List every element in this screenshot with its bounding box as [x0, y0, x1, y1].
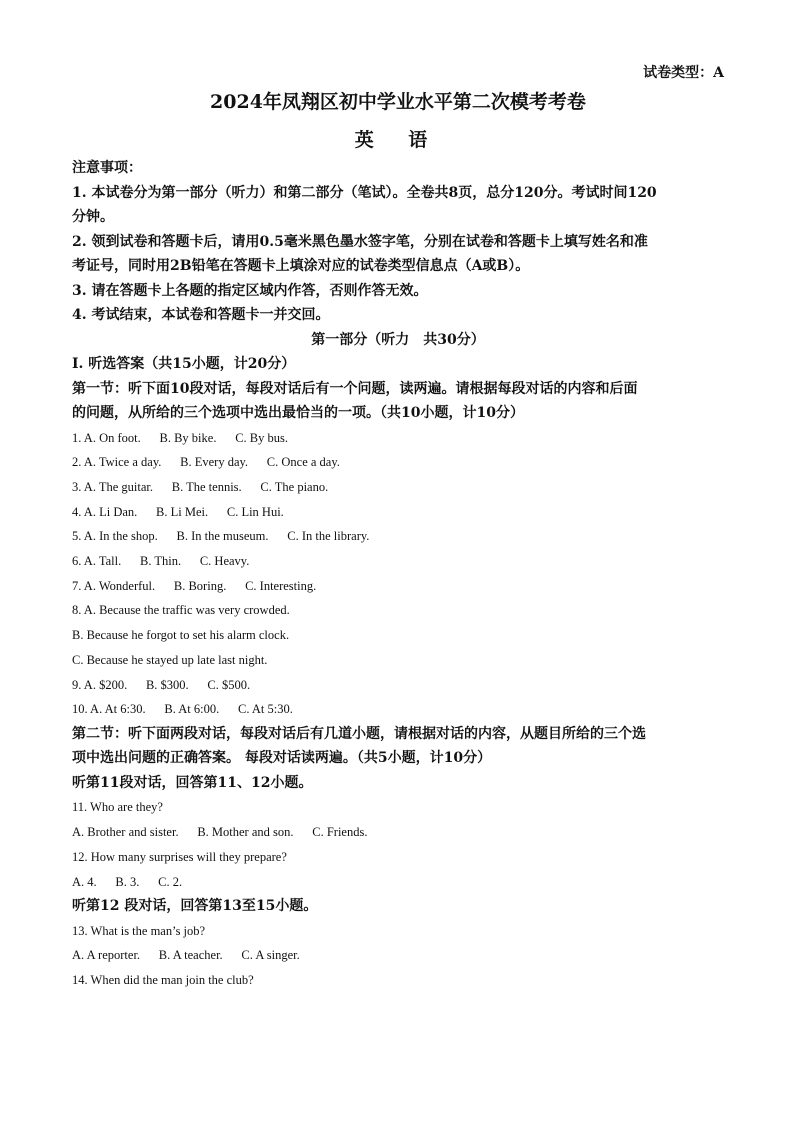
- question-line: 4. A. Li Dan. B. Li Mei. C. Lin Hui.: [72, 504, 284, 519]
- sub1-instruction: 的问题，从所给的三个选项中选出最恰当的一项。（共10小题，计10分）: [72, 405, 524, 421]
- section1-heading: Ⅰ. 听选答案（共15小题，计20分）: [72, 356, 296, 372]
- question-line: 5. A. In the shop. B. In the museum. C. In the library.: [72, 529, 370, 544]
- sub1-instruction: 第一节：听下面10段对话，每段对话后有一个问题，读两遍。请根据每段对话的内容和后面: [72, 380, 638, 397]
- question-line: A. 4. B. 3. C. 2.: [72, 874, 183, 889]
- exam-title: 2024年凤翔区初中学业水平第二次模考考卷: [210, 91, 586, 113]
- subject-title: 英 语: [354, 129, 442, 151]
- notes-line: 2. 领到试卷和答题卡后，请用0.5毫米黑色墨水签字笔，分别在试卷和答题卡上填写姓名和准: [72, 233, 648, 250]
- question-line: 11. Who are they?: [72, 800, 163, 815]
- notes-line: 分钟。: [72, 209, 114, 225]
- question-line: 2. A. Twice a day. B. Every day. C. Once a day.: [72, 455, 340, 470]
- question-line: 9. A. $200. B. $300. C. $500.: [72, 677, 251, 692]
- paper-type-label: 试卷类型：A: [643, 65, 724, 81]
- dialog-12-heading: 听第12 段对话，回答第13至15小题。: [72, 898, 318, 915]
- question-line: 13. What is the man’s job?: [72, 923, 206, 938]
- question-line: 10. A. At 6:30. B. At 6:00. C. At 5:30.: [72, 702, 293, 717]
- question-line: A. A reporter. B. A teacher. C. A singer.: [72, 948, 300, 963]
- part1-heading: 第一部分（听力 共30分）: [311, 331, 485, 348]
- notes-heading: 注意事项：: [72, 160, 142, 176]
- question-line: 7. A. Wonderful. B. Boring. C. Interesting.: [72, 578, 317, 593]
- notes-line: 4. 考试结束，本试卷和答题卡一并交回。: [72, 307, 330, 323]
- question-line: 12. How many surprises will they prepare?: [72, 849, 287, 864]
- question-line: C. Because he stayed up late last night.: [72, 652, 268, 667]
- notes-line: 1. 本试卷分为第一部分（听力）和第二部分（笔试）。全卷共8页，总分120分。考试时间120: [72, 184, 657, 201]
- dialog-11-heading: 听第11段对话，回答第11、12小题。: [72, 774, 313, 791]
- notes-line: 考证号，同时用2B铅笔在答题卡上填涂对应的试卷类型信息点（A或B）。: [72, 258, 530, 274]
- question-line: 6. A. Tall. B. Thin. C. Heavy.: [72, 554, 250, 569]
- notes-line: 3. 请在答题卡上各题的指定区域内作答，否则作答无效。: [72, 282, 428, 299]
- sub2-instruction: 第二节：听下面两段对话，每段对话后有几道小题，请根据对话的内容，从题目所给的三个选: [72, 725, 646, 742]
- exam-page: [72, 62, 724, 993]
- question-line: 14. When did the man join the club?: [72, 973, 254, 988]
- question-line: A. Brother and sister. B. Mother and son. C. Friends.: [72, 825, 368, 840]
- question-line: 8. A. Because the traffic was very crowded.: [72, 603, 290, 618]
- sub2-instruction: 项中选出问题的正确答案。 每段对话读两遍。（共5小题，计10分）: [72, 750, 492, 767]
- question-line: B. Because he forgot to set his alarm clock.: [72, 628, 290, 643]
- question-line: 1. A. On foot. B. By bike. C. By bus.: [72, 430, 288, 445]
- question-line: 3. A. The guitar. B. The tennis. C. The piano.: [72, 479, 329, 494]
